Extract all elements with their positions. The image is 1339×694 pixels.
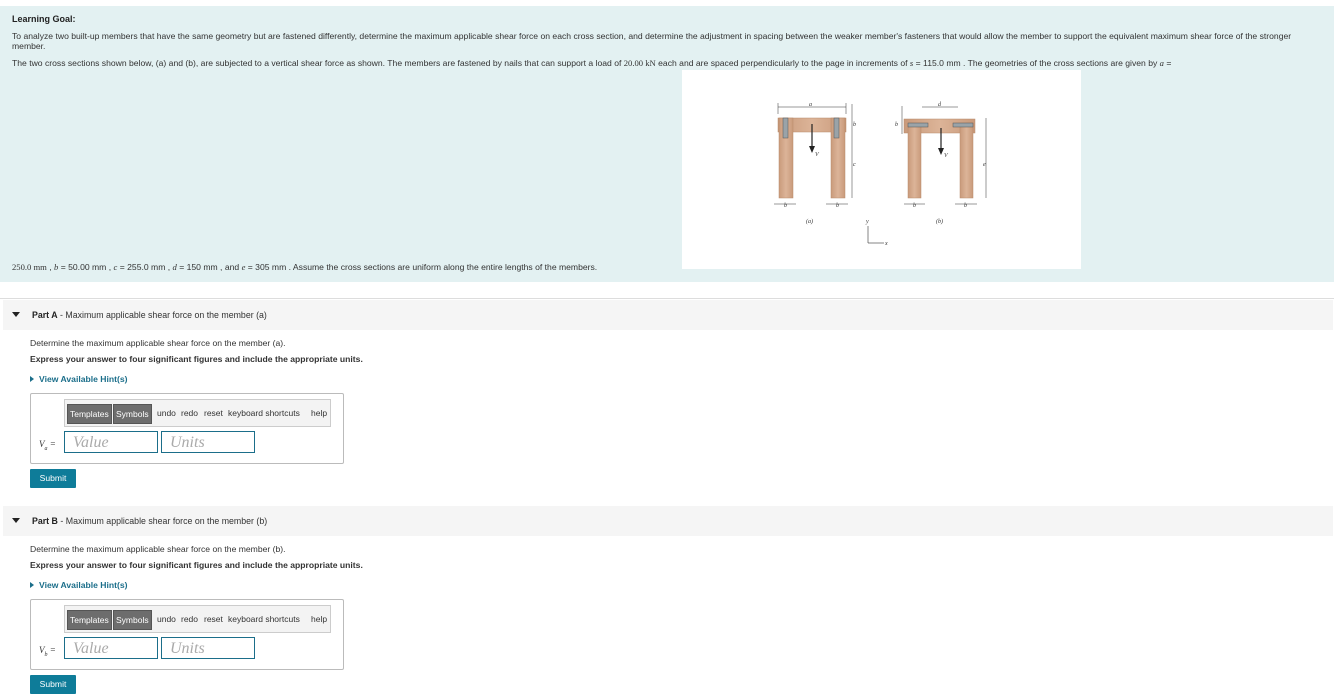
help-link[interactable]: help bbox=[311, 408, 328, 418]
section-b bbox=[895, 102, 986, 225]
answer-variable-label: $V_a$ = bbox=[39, 439, 56, 452]
redo-button[interactable]: redo bbox=[181, 614, 199, 624]
part-a-title: Part A - Maximum applicable shear force on the member (a) bbox=[32, 310, 267, 320]
svg-text:x: x bbox=[885, 241, 888, 247]
svg-text:d: d bbox=[938, 102, 941, 108]
submit-button[interactable]: Submit bbox=[30, 675, 76, 694]
part-b-determine: Determine the maximum applicable shear force on the member (b). bbox=[30, 544, 286, 554]
divider bbox=[0, 298, 1334, 299]
section-a bbox=[774, 102, 856, 225]
problem-description: The two cross sections shown below, (a) and (b), are subjected to a vertical shear force as shown. The members are fastened by nails that can support a load of 20.00 kN each and are spaced perpendicularly to the page in increments of s = 115.0 mm . The geometries of the cross sections are given by a = bbox=[12, 58, 1172, 68]
reset-button[interactable]: reset bbox=[204, 614, 223, 624]
answer-variable-label: $V_b$ = bbox=[39, 645, 56, 658]
svg-text:e: e bbox=[983, 162, 986, 168]
svg-text:b: b bbox=[784, 203, 787, 209]
svg-text:b: b bbox=[853, 122, 856, 128]
part-a-hint-link[interactable]: View Available Hint(s) bbox=[30, 374, 128, 384]
math-toolbar bbox=[64, 605, 331, 633]
part-a-express: Express your answer to four significant figures and include the appropriate units. bbox=[30, 354, 363, 364]
svg-text:b: b bbox=[913, 203, 916, 209]
units-input[interactable]: Units bbox=[161, 637, 255, 659]
part-b-answer-box bbox=[30, 599, 344, 670]
caret-right-icon bbox=[30, 376, 34, 382]
axes bbox=[865, 219, 888, 247]
symbols-button[interactable]: Symbols bbox=[113, 610, 152, 630]
part-b-title: Part B - Maximum applicable shear force on the member (b) bbox=[32, 516, 268, 526]
help-link[interactable]: help bbox=[311, 614, 328, 624]
part-b-express: Express your answer to four significant figures and include the appropriate units. bbox=[30, 560, 363, 570]
cross-section-figure bbox=[682, 70, 1081, 269]
svg-text:b: b bbox=[895, 122, 898, 128]
svg-text:V: V bbox=[944, 153, 948, 159]
undo-button[interactable]: undo bbox=[157, 614, 176, 624]
svg-text:c: c bbox=[853, 162, 856, 168]
templates-button[interactable]: Templates bbox=[67, 610, 112, 630]
submit-button[interactable]: Submit bbox=[30, 469, 76, 488]
part-b-hint-link[interactable]: View Available Hint(s) bbox=[30, 580, 128, 590]
learning-goal-text: To analyze two built-up members that have the same geometry but are fastened differently, determine the maximum applicable shear force on each cross section, and determine the adjustment in spacing between the weaker member's fasteners that would allow the member to support the equivalent maximum shear force of the stronger member. bbox=[12, 31, 1292, 51]
problem-geometry: 250.0 mm , b = 50.00 mm , c = 255.0 mm , d = 150 mm , and e = 305 mm . Assume the cross sections are uniform along the entire lengths of the members. bbox=[12, 262, 598, 272]
value-input[interactable]: Value bbox=[64, 637, 158, 659]
part-a-answer-box bbox=[30, 393, 344, 464]
cross-section-diagram bbox=[682, 70, 1081, 269]
svg-text:(a): (a) bbox=[806, 219, 813, 225]
value-input[interactable]: Value bbox=[64, 431, 158, 453]
undo-button[interactable]: undo bbox=[157, 408, 176, 418]
svg-text:b: b bbox=[836, 203, 839, 209]
caret-right-icon bbox=[30, 582, 34, 588]
part-a-determine: Determine the maximum applicable shear force on the member (a). bbox=[30, 338, 286, 348]
learning-goal-heading: Learning Goal: bbox=[12, 14, 76, 24]
keyboard-shortcuts-link[interactable]: keyboard shortcuts bbox=[228, 614, 300, 624]
symbols-button[interactable]: Symbols bbox=[113, 404, 152, 424]
templates-button[interactable]: Templates bbox=[67, 404, 112, 424]
redo-button[interactable]: redo bbox=[181, 408, 199, 418]
svg-text:a: a bbox=[809, 102, 812, 108]
reset-button[interactable]: reset bbox=[204, 408, 223, 418]
math-toolbar bbox=[64, 399, 331, 427]
keyboard-shortcuts-link[interactable]: keyboard shortcuts bbox=[228, 408, 300, 418]
part-b-header[interactable] bbox=[3, 506, 1333, 536]
collapse-triangle-icon[interactable] bbox=[12, 518, 20, 523]
part-a-header[interactable] bbox=[3, 300, 1333, 330]
svg-text:V: V bbox=[815, 152, 819, 158]
collapse-triangle-icon[interactable] bbox=[12, 312, 20, 317]
units-input[interactable]: Units bbox=[161, 431, 255, 453]
svg-text:b: b bbox=[964, 203, 967, 209]
svg-text:y: y bbox=[866, 219, 869, 225]
svg-text:(b): (b) bbox=[936, 219, 943, 225]
